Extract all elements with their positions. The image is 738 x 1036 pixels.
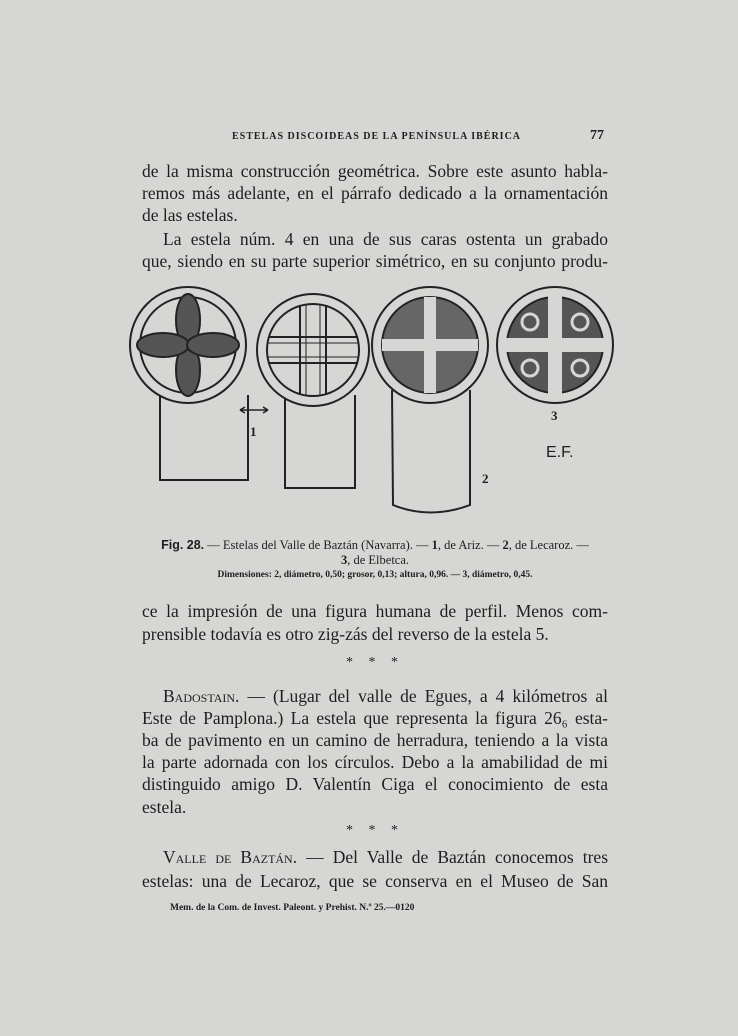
text-line: que, siendo en su parte superior simétrico, en su conjunto produ-	[142, 251, 608, 271]
text-line	[163, 846, 608, 868]
page-footer: Mem. de la Com. de Invest. Paleont. y Prehist. N.º 25.—0120	[170, 903, 415, 913]
figure-label-3: 3	[551, 408, 558, 423]
figure-caption-line2	[142, 553, 608, 568]
illustrator-signature: E.F.	[546, 444, 574, 461]
caption-num: 2	[502, 538, 509, 552]
text-line: de la misma construcción geométrica. Sobre este asunto habla-	[142, 161, 608, 181]
stela-3	[497, 287, 613, 403]
running-title: ESTELAS DISCOIDEAS DE LA PENÍNSULA IBÉRICA	[232, 131, 522, 142]
caption-text: , de Ariz. —	[437, 538, 503, 552]
text-line: Este de Pamplona.) La estela que representa la figura 26₆ esta-	[142, 708, 608, 728]
caption-text: — Estelas del Valle de Baztán (Navarra). —	[207, 538, 432, 552]
figure-dimensions: Dimensiones: 2, diámetro, 0,50; grosor, 0,13; altura, 0,96. — 3, diámetro, 0,45.	[217, 570, 533, 580]
text-line: la parte adornada con los círculos. Debo a la amabilidad de mi	[142, 752, 608, 772]
stela-2-tall	[372, 287, 488, 513]
text-line: ba de pavimento en un camino de herradura, teniendo a la vista	[142, 730, 608, 750]
text-line: remos más adelante, en el párrafo dedicado a la ornamentación	[142, 183, 608, 203]
section-lead: Valle de Baztán.	[163, 847, 298, 867]
section-separator: * * *	[346, 823, 404, 838]
section-lead: Badostain.	[163, 686, 240, 706]
stela-1	[130, 287, 248, 480]
text-line: estelas: una de Lecaroz, que se conserva en el Museo de San	[142, 871, 608, 891]
section-separator: * * *	[346, 655, 404, 670]
text-line: La estela núm. 4 en una de sus caras ostenta un grabado	[163, 229, 608, 249]
figure-label-2: 2	[482, 471, 489, 486]
caption-num: 3	[340, 553, 348, 567]
caption-fig-number: Fig. 28.	[161, 538, 205, 552]
figure-caption	[142, 538, 608, 553]
caption-text: , de Elbetca.	[347, 553, 410, 567]
stela-2	[257, 294, 369, 488]
text-line: prensible todavía es otro zig-zás del reverso de la estela 5.	[142, 624, 549, 644]
caption-num: 1	[431, 538, 438, 552]
text-line: ce la impresión de una figura humana de perfil. Menos com-	[142, 601, 608, 621]
text-line	[163, 685, 608, 707]
page-number: 77	[590, 128, 604, 143]
text-line: distinguido amigo D. Valentín Ciga el conocimiento de esta	[142, 774, 608, 794]
text-span: — (Lugar del valle de Egues, a 4 kilómetros al	[247, 686, 608, 706]
text-span: — Del Valle de Baztán conocemos tres	[306, 847, 608, 867]
caption-text: , de Lecaroz. —	[508, 538, 589, 552]
text-line: estela.	[142, 797, 187, 817]
text-line: de las estelas.	[142, 205, 238, 225]
figure-label-1: 1	[250, 424, 257, 439]
